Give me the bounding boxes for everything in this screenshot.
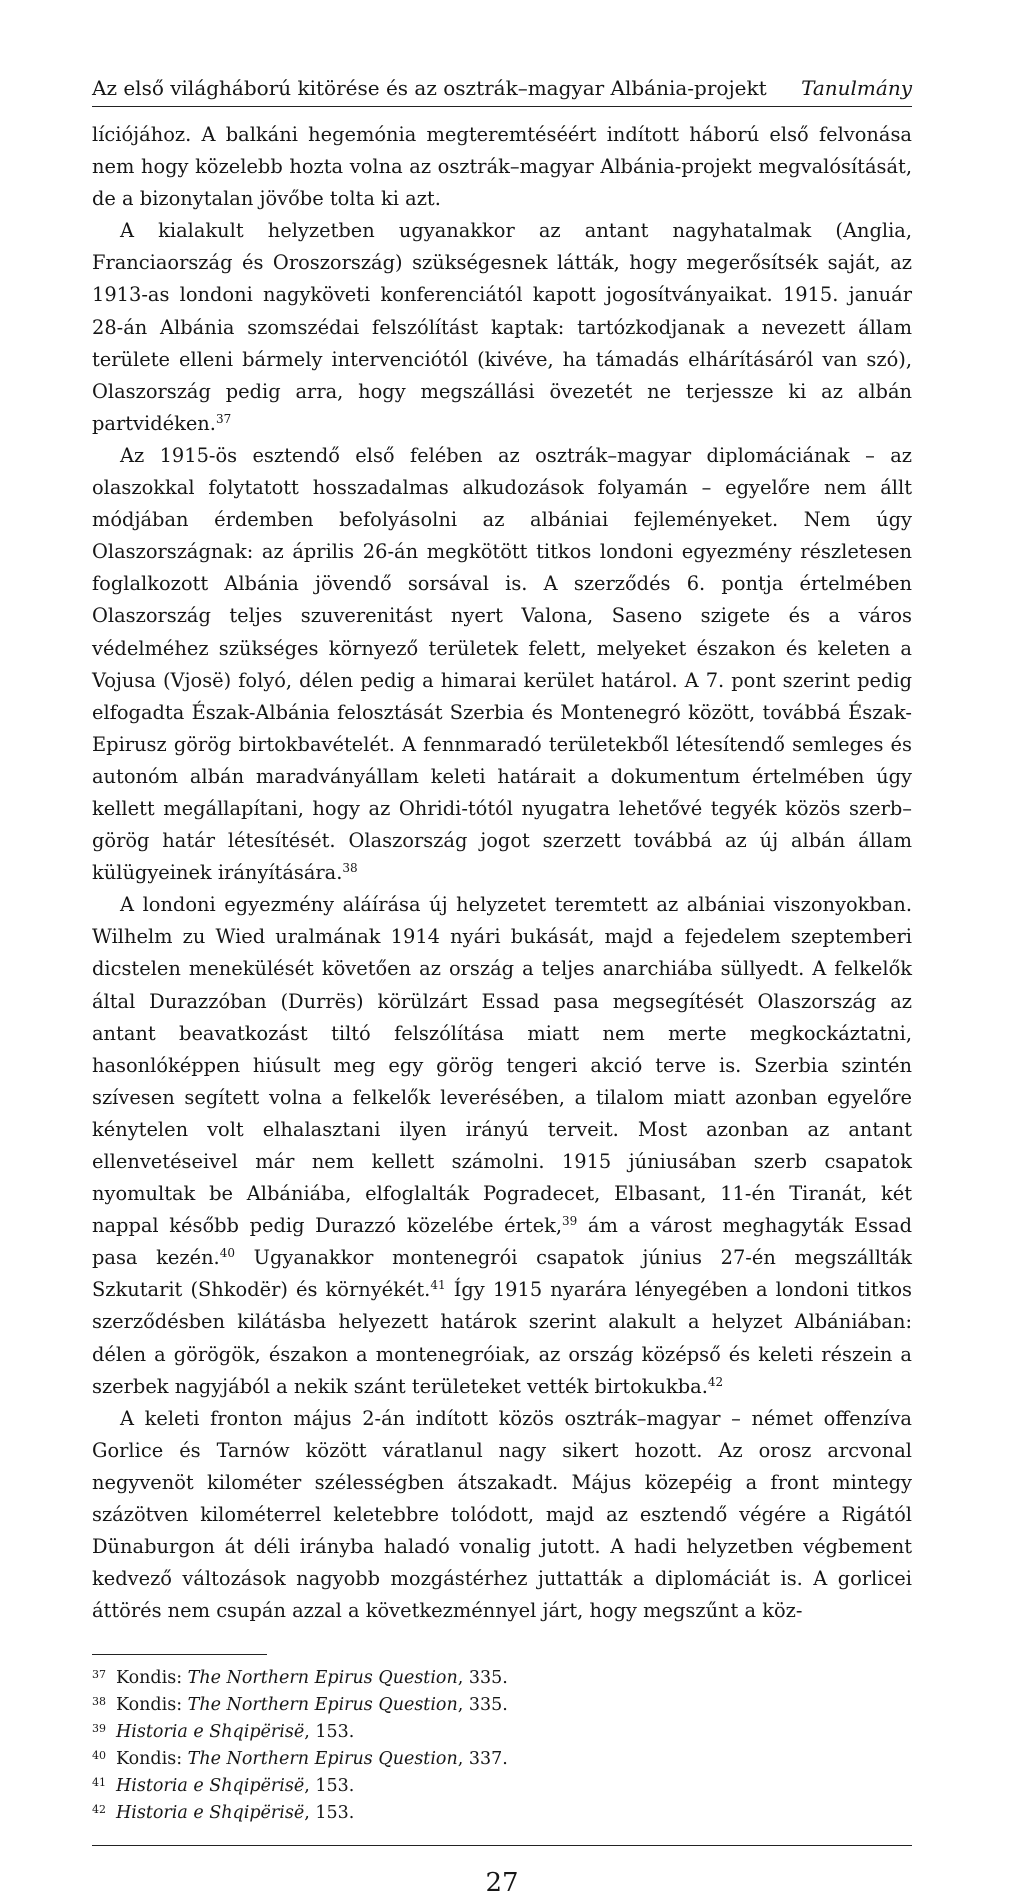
footnote-ref[interactable]: 41: [430, 1278, 446, 1293]
footnote-title: The Northern Epirus Question: [187, 1749, 458, 1770]
paragraph-text: Ugyanakkor montenegrói csapatok június 27-én megszállták Szkutarit (Shkodër) és környékét.: [92, 1246, 913, 1302]
footnote-page: , 153.: [304, 1776, 355, 1797]
footnote-number: 41: [92, 1776, 106, 1790]
footnote-number: 38: [92, 1695, 106, 1709]
footnote-title: Historia e Shqipërisë: [116, 1722, 305, 1743]
footnote-title: Historia e Shqipërisë: [116, 1803, 305, 1824]
footnote-number: 39: [92, 1722, 106, 1736]
footnote-number: 42: [92, 1803, 106, 1817]
page-number: 27: [485, 1868, 519, 1898]
footnote-text: [116, 1773, 354, 1800]
paragraph-text: A londoni egyezmény aláírása új helyzetet teremtett az albániai viszonyokban. Wilhelm zu Wied uralmának 1914 nyári bukását, majd a fejedelem szeptemberi dicstelen menekülését követően az ország a teljes anarchiába süllyedt. A felkelők által Durazzóban (Durrës) körülzárt Essad pasa megsegítését Olaszország az antant beavatkozást tiltó felszólítása miatt nem merte megkockáztatni, hasonlóképpen hiúsult meg egy görög tengeri akció terve is. Szerbia szintén szívesen segített volna a felkelők leverésében, a tilalom miatt azonban egyelőre kénytelen volt elhalasztani ilyen irányú terveit. Most azonban az antant ellenvetéseivel már nem kellett számolni. 1915 júniusában szerb csapatok nyomultak be Albániába, elfoglalták Pogradecet, Elbasant, 11-én Tiranát, két nappal később pedig Durazzó közelébe értek,: [92, 893, 912, 1238]
paragraph-text: Így 1915 nyarára lényegében a londoni titkos szerződésben kilátásba helyezett határok szerint alakult a helyzet Albániában: délen a görögök, északon a montenegróiak, az ország középső és keleti részein a szerbek nagyjából a nekik szánt területeket vették birtokukba.: [92, 1278, 912, 1398]
footnote: [92, 1665, 912, 1692]
footnote-page: , 153.: [304, 1722, 355, 1743]
paragraph-text: A keleti fronton május 2-án indított közös osztrák–magyar – német offenzíva Gorlice és Tarnów között váratlanul nagy sikert hozott. Az orosz arcvonal negyvenöt kilométer szélességben átszakadt. Május közepéig a front mintegy százötven kilométerrel keletebbre tolódott, majd az esztendő végére a Rigától Dünaburgon át déli irányba haladó vonalig jutott. A hadi helyzetben végbement kedvező változások nagyobb mozgástérhez juttatták a diplomáciát is. A gorlicei áttörés nem csupán azzal a következménnyel járt, hogy megszűnt a köz-: [92, 1406, 912, 1623]
footnote-page: , 335.: [457, 1695, 508, 1716]
body-text: [92, 119, 912, 1627]
footnote-page: , 337.: [457, 1749, 508, 1770]
footnote-divider: [92, 1654, 267, 1655]
paragraph-1: [92, 119, 912, 215]
paragraph-text: líciójához. A balkáni hegemónia megteremtéséért indított háború első felvonása nem hogy közelebb hozta volna az osztrák–magyar Albánia-projekt megvalósítását, de a bizonytalan jövőbe tolta ki azt.: [92, 123, 912, 211]
footnote-author: Kondis:: [116, 1749, 188, 1770]
footnote: [92, 1773, 912, 1800]
footnote-ref[interactable]: 40: [219, 1246, 236, 1261]
footnote-number: 40: [92, 1749, 106, 1763]
footnote-text: [116, 1800, 354, 1827]
footnote-title: The Northern Epirus Question: [187, 1695, 458, 1716]
footnote-ref[interactable]: 42: [707, 1374, 724, 1389]
footnote-text: [116, 1719, 354, 1746]
footnote-ref[interactable]: 37: [215, 411, 232, 426]
footnote-title: Historia e Shqipërisë: [116, 1776, 305, 1797]
footnotes: [92, 1665, 912, 1827]
paragraph-text: ám a várost meghagyták Essad pasa kezén.: [92, 1214, 913, 1270]
paragraph-4: [92, 889, 912, 1403]
footnote-text: [116, 1746, 508, 1773]
paragraph-2: [92, 215, 912, 440]
footnote: [92, 1692, 912, 1719]
page: [92, 76, 912, 1898]
footnote: [92, 1719, 912, 1746]
footnote-author: Kondis:: [116, 1668, 188, 1689]
paragraph-5: [92, 1403, 912, 1628]
header-section: Tanulmány: [801, 76, 912, 100]
running-header: [92, 76, 912, 107]
paragraph-3: [92, 440, 912, 889]
footnote-page: , 153.: [304, 1803, 355, 1824]
paragraph-text: A kialakult helyzetben ugyanakkor az antant nagyhatalmak (Anglia, Franciaország és Oroszország) szükségesnek látták, hogy megerősítsék saját, az 1913-as londoni nagyköveti konferenciától kapott jogosítványaikat. 1915. január 28-án Albánia szomszédai felszólítást kaptak: tartózkodjanak a nevezett állam területe elleni bármely intervenciótól (kivéve, ha támadás elhárításáról van szó), Olaszország pedig arra, hogy megszállási övezetét ne terjessze ki az albán partvidéken.: [92, 219, 912, 435]
footnote-title: The Northern Epirus Question: [187, 1668, 458, 1689]
footnote: [92, 1800, 912, 1827]
footnote-text: [116, 1665, 508, 1692]
page-bottom-rule: [92, 1845, 912, 1846]
footnote-ref[interactable]: 39: [562, 1214, 578, 1229]
footnote-page: , 335.: [457, 1668, 508, 1689]
header-title: Az első világháború kitörése és az osztrák–magyar Albánia-projekt: [92, 76, 767, 100]
footnote-number: 37: [92, 1668, 106, 1682]
footnote: [92, 1746, 912, 1773]
paragraph-text: Az 1915-ös esztendő első felében az osztrák–magyar diplomáciának – az olaszokkal folytatott hosszadalmas alkudozások folyamán – egyelőre nem állt módjában érdemben befolyásolni az albániai fejleményeket. Nem úgy Olaszországnak: az április 26-án megkötött titkos londoni egyezmény részletesen foglalkozott Albánia jövendő sorsával is. A szerződés 6. pontja értelmében Olaszország teljes szuverenitást nyert Valona, Saseno szigete és a város védelméhez szükséges környező területek felett, melyeket északon és keleten a Vojusa (Vjosë) folyó, délen pedig a himarai kerület határol. A 7. pont szerint pedig elfogadta Észak-Albánia felosztását Szerbia és Montenegró között, továbbá Észak-Epirusz görög birtokbavételét. A fennmaradó területekből létesítendő semleges és autonóm albán maradványállam keleti határait a dokumentum értelmében úgy kellett megállapítani, hogy az Ohridi-tótól nyugatra lehetővé tegyék közös szerb–görög határ létesítését. Olaszország jogot szerzett továbbá az új albán állam külügyeinek irányítására.: [92, 443, 912, 885]
footnote-author: Kondis:: [116, 1695, 188, 1716]
footnote-ref[interactable]: 38: [342, 861, 358, 876]
footnote-text: [116, 1692, 508, 1719]
